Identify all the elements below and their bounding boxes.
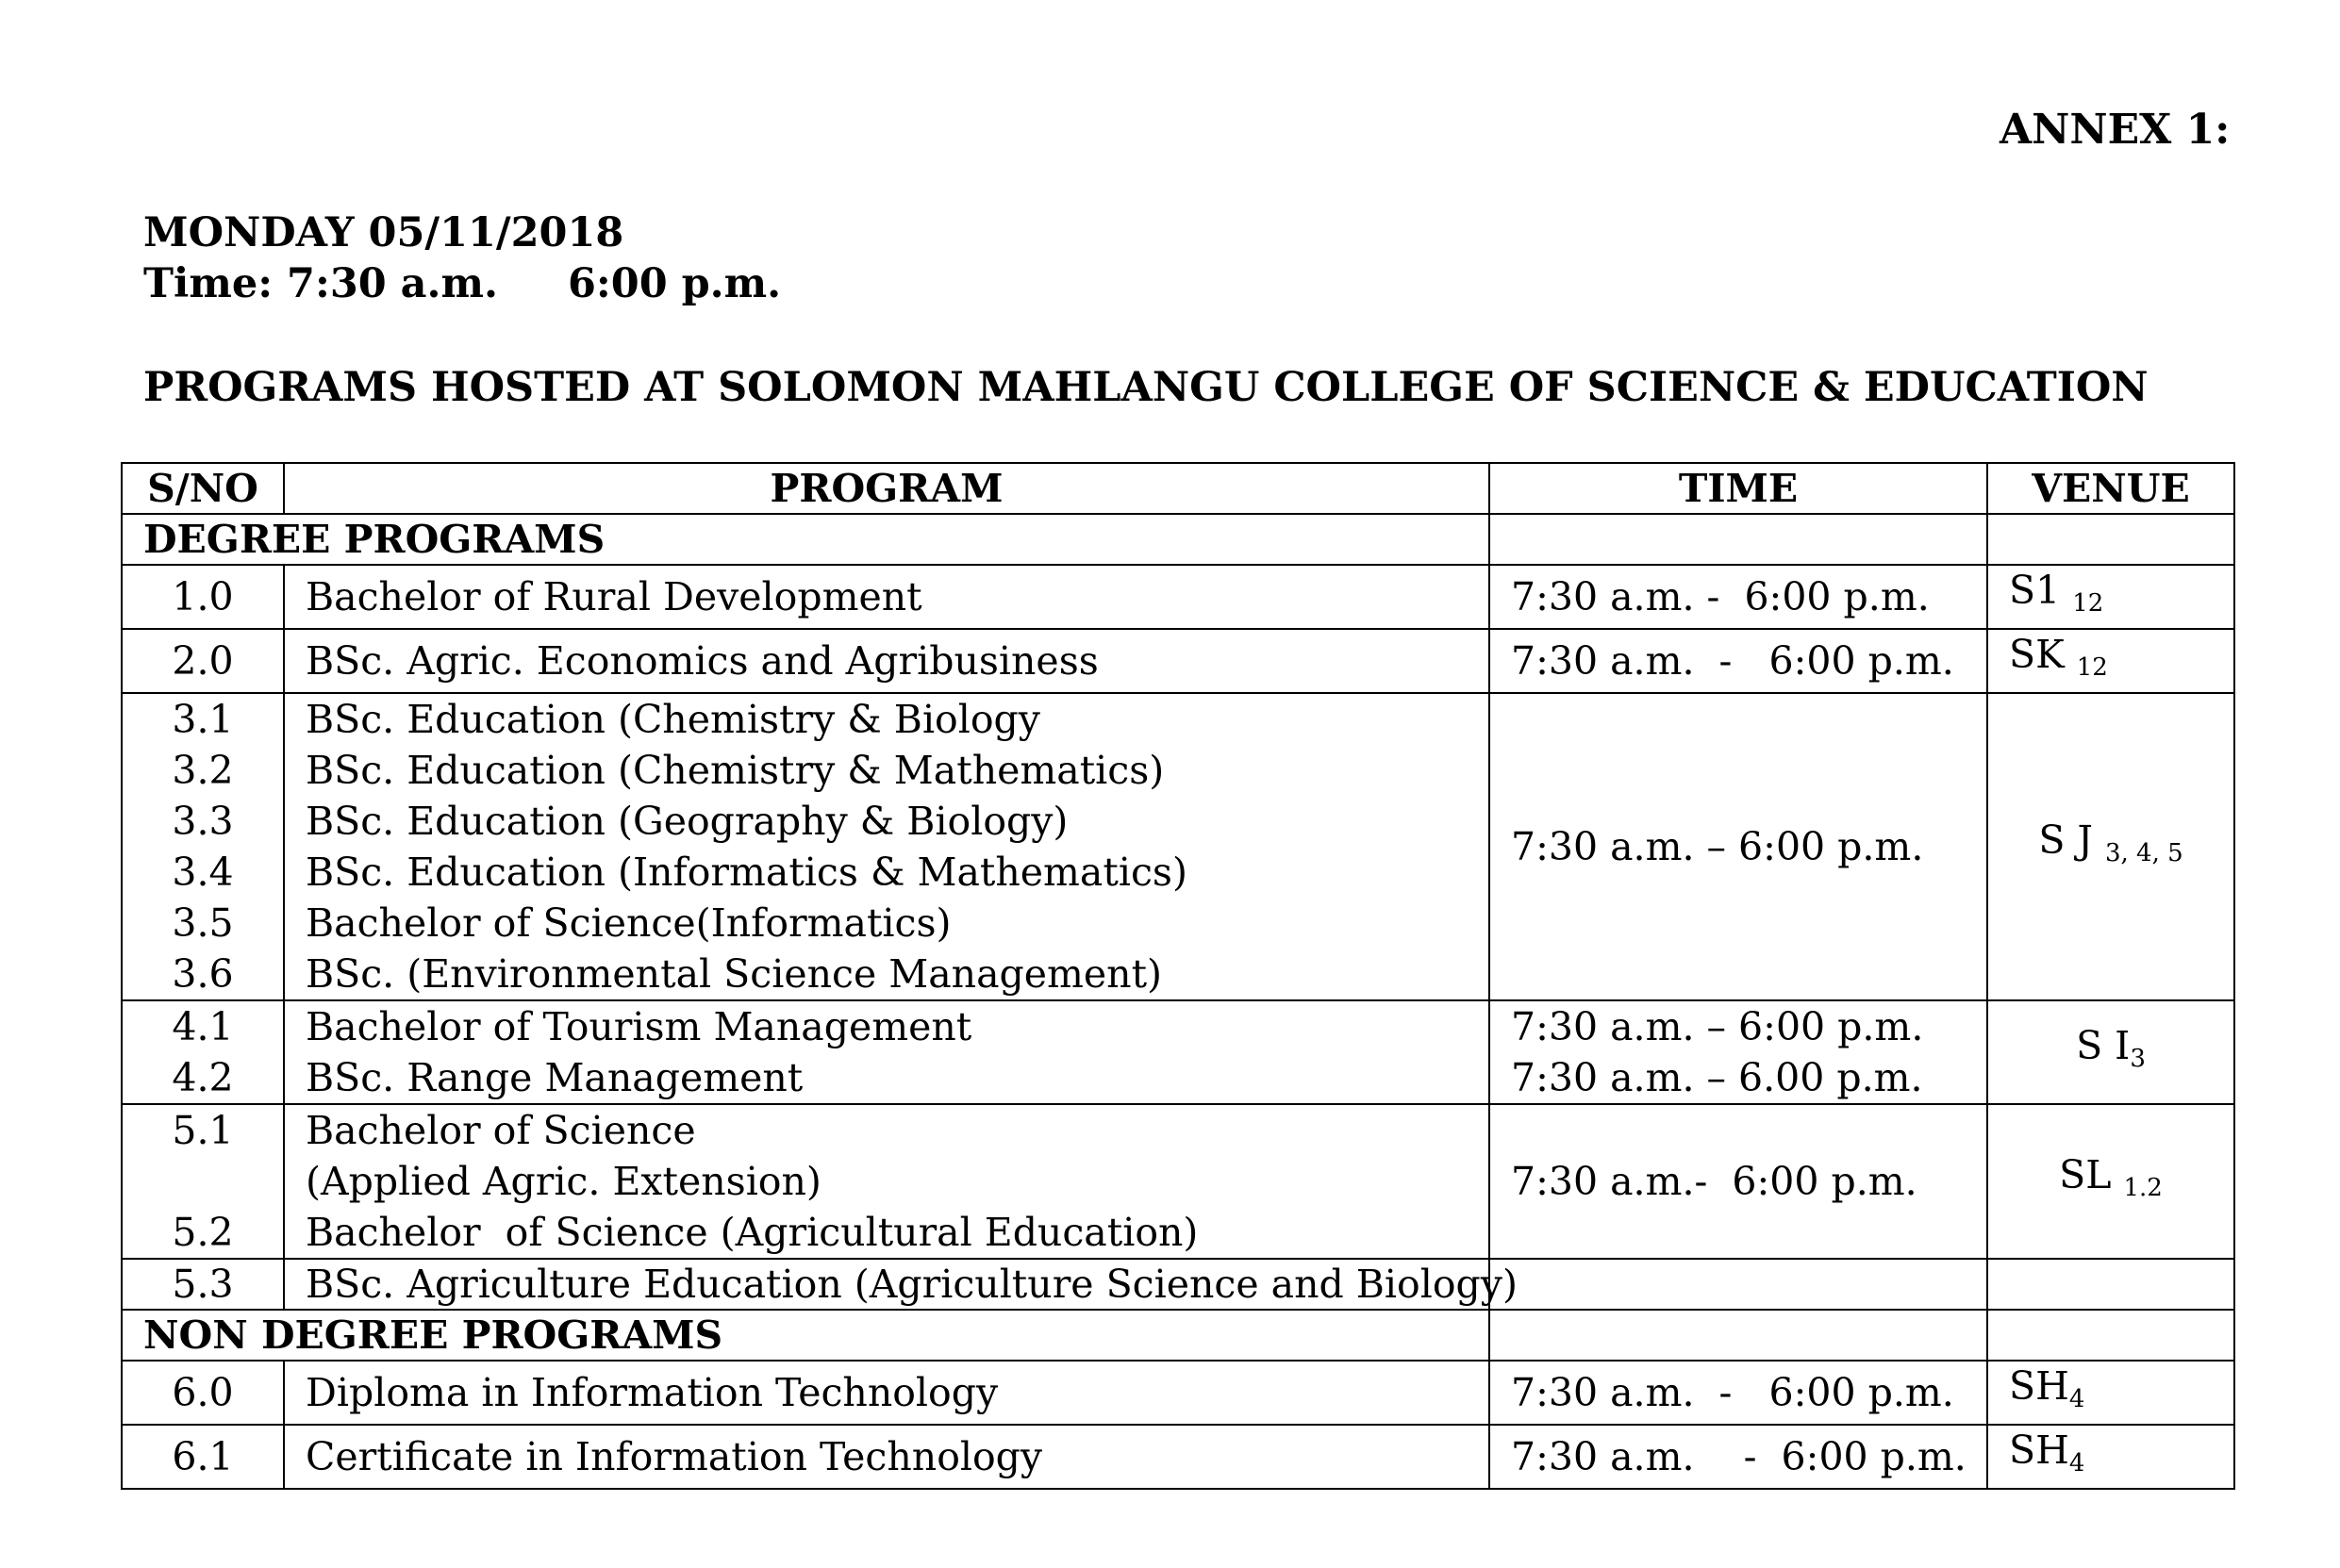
- section-row-non-degree: [122, 1310, 2234, 1361]
- table-row: [122, 1259, 2234, 1310]
- row-venue: [1987, 1425, 2234, 1489]
- row-venue: [1987, 629, 2234, 693]
- empty-cell: [1489, 1310, 1987, 1361]
- table-row-group-3: [122, 693, 2234, 1000]
- row-sno: 5.3: [122, 1259, 284, 1310]
- row-venue: [1987, 1361, 2234, 1425]
- group-sno: [122, 1104, 284, 1259]
- time-end: 6:00 p.m.: [568, 260, 782, 307]
- time-line: [143, 260, 782, 307]
- date-line: MONDAY 05/11/2018: [143, 209, 624, 256]
- header-time: TIME: [1489, 463, 1987, 514]
- row-time: 7:30 a.m. - 6:00 p.m.: [1489, 1361, 1987, 1425]
- row-time: 7:30 a.m.- 6:00 p.m.: [1489, 1104, 1987, 1259]
- section-degree-label: DEGREE PROGRAMS: [122, 514, 1489, 565]
- row-time: 7:30 a.m. - 6:00 p.m.: [1489, 629, 1987, 693]
- annex-label: ANNEX 1:: [2000, 106, 2231, 154]
- header-program: PROGRAM: [284, 463, 1489, 514]
- venue-main: SH: [2009, 1363, 2069, 1409]
- row-venue: [1987, 565, 2234, 629]
- row-venue: [1987, 1104, 2234, 1259]
- venue-main: SH: [2009, 1428, 2069, 1473]
- row-sno: 3.5: [172, 900, 234, 946]
- venue-main: S J: [2038, 817, 2093, 863]
- row-program: BSc. Agriculture Education (Agriculture Science and Biology): [284, 1259, 1489, 1310]
- row-program: BSc. Education (Chemistry & Biology: [306, 697, 1040, 742]
- row-program: BSc. (Environmental Science Management): [306, 951, 1163, 997]
- row-program: Certificate in Information Technology: [284, 1425, 1489, 1489]
- row-program: Bachelor of Rural Development: [284, 565, 1489, 629]
- table-row: [122, 629, 2234, 693]
- programs-table: [121, 462, 2235, 1490]
- row-sno: 3.3: [172, 799, 234, 844]
- row-sno: 5.1: [172, 1108, 234, 1153]
- table-row: [122, 1425, 2234, 1489]
- row-venue: [1987, 693, 2234, 1000]
- table-row: [122, 565, 2234, 629]
- venue-sub: 1.2: [2123, 1174, 2163, 1202]
- time-start: Time: 7:30 a.m.: [143, 260, 498, 307]
- table-header-row: [122, 463, 2234, 514]
- venue-main: SL: [2059, 1152, 2112, 1197]
- row-sno: 3.4: [172, 850, 234, 895]
- row-time: 7:30 a.m. – 6.00 p.m.: [1511, 1055, 1923, 1100]
- table-row: [122, 1361, 2234, 1425]
- venue-main: SK: [2009, 632, 2065, 677]
- row-venue: [1987, 1000, 2234, 1104]
- table-row-group-5: [122, 1104, 2234, 1259]
- group-program: [284, 1104, 1489, 1259]
- row-program: Bachelor of Science: [306, 1108, 696, 1153]
- row-program: Bachelor of Science(Informatics): [306, 900, 952, 946]
- table-row-group-4: [122, 1000, 2234, 1104]
- row-time: 7:30 a.m. - 6:00 p.m.: [1489, 1425, 1987, 1489]
- venue-sub: 3, 4, 5: [2104, 839, 2183, 867]
- group-sno: [122, 1000, 284, 1104]
- empty-cell: [1987, 1259, 2234, 1310]
- row-program: BSc. Education (Geography & Biology): [306, 799, 1069, 844]
- row-program-continued: (Applied Agric. Extension): [306, 1159, 821, 1204]
- row-sno: 1.0: [122, 565, 284, 629]
- venue-sub: 3: [2130, 1045, 2146, 1073]
- row-sno: 3.2: [172, 748, 234, 793]
- row-program: BSc. Education (Chemistry & Mathematics): [306, 748, 1165, 793]
- row-program: Bachelor of Science (Agricultural Education): [306, 1210, 1199, 1255]
- venue-main: S1: [2009, 568, 2061, 613]
- empty-cell: [1987, 1310, 2234, 1361]
- row-sno: 5.2: [172, 1210, 234, 1255]
- group-time: [1489, 1000, 1987, 1104]
- header-venue: VENUE: [1987, 463, 2234, 514]
- row-sno: 6.0: [122, 1361, 284, 1425]
- section-non-degree-label: NON DEGREE PROGRAMS: [122, 1310, 1489, 1361]
- group-program: [284, 1000, 1489, 1104]
- venue-main: S I: [2076, 1023, 2131, 1068]
- page-heading: PROGRAMS HOSTED AT SOLOMON MAHLANGU COLLEGE OF SCIENCE & EDUCATION: [143, 364, 2149, 411]
- venue-sub: 4: [2068, 1385, 2085, 1413]
- section-row-degree: [122, 514, 2234, 565]
- empty-cell: [1489, 514, 1987, 565]
- row-sno: 6.1: [122, 1425, 284, 1489]
- row-time: 7:30 a.m. - 6:00 p.m.: [1489, 565, 1987, 629]
- row-sno: 3.6: [172, 951, 234, 997]
- row-sno: 4.2: [172, 1055, 234, 1100]
- row-sno: 3.1: [172, 697, 234, 742]
- header-sno: S/NO: [122, 463, 284, 514]
- venue-sub: 4: [2068, 1449, 2085, 1477]
- row-program: BSc. Agric. Economics and Agribusiness: [284, 629, 1489, 693]
- group-program: [284, 693, 1489, 1000]
- row-sno: 2.0: [122, 629, 284, 693]
- row-time: 7:30 a.m. – 6:00 p.m.: [1489, 693, 1987, 1000]
- blank-line: [123, 1156, 283, 1207]
- empty-cell: [1987, 514, 2234, 565]
- row-program: Diploma in Information Technology: [284, 1361, 1489, 1425]
- row-program: Bachelor of Tourism Management: [306, 1004, 972, 1049]
- row-program: BSc. Range Management: [306, 1055, 804, 1100]
- empty-cell: [1489, 1259, 1987, 1310]
- group-sno: [122, 693, 284, 1000]
- row-time: 7:30 a.m. – 6:00 p.m.: [1511, 1004, 1924, 1049]
- row-sno: 4.1: [172, 1004, 234, 1049]
- row-program: BSc. Education (Informatics & Mathematics): [306, 850, 1187, 895]
- venue-sub: 12: [2072, 589, 2104, 618]
- venue-sub: 12: [2076, 653, 2108, 682]
